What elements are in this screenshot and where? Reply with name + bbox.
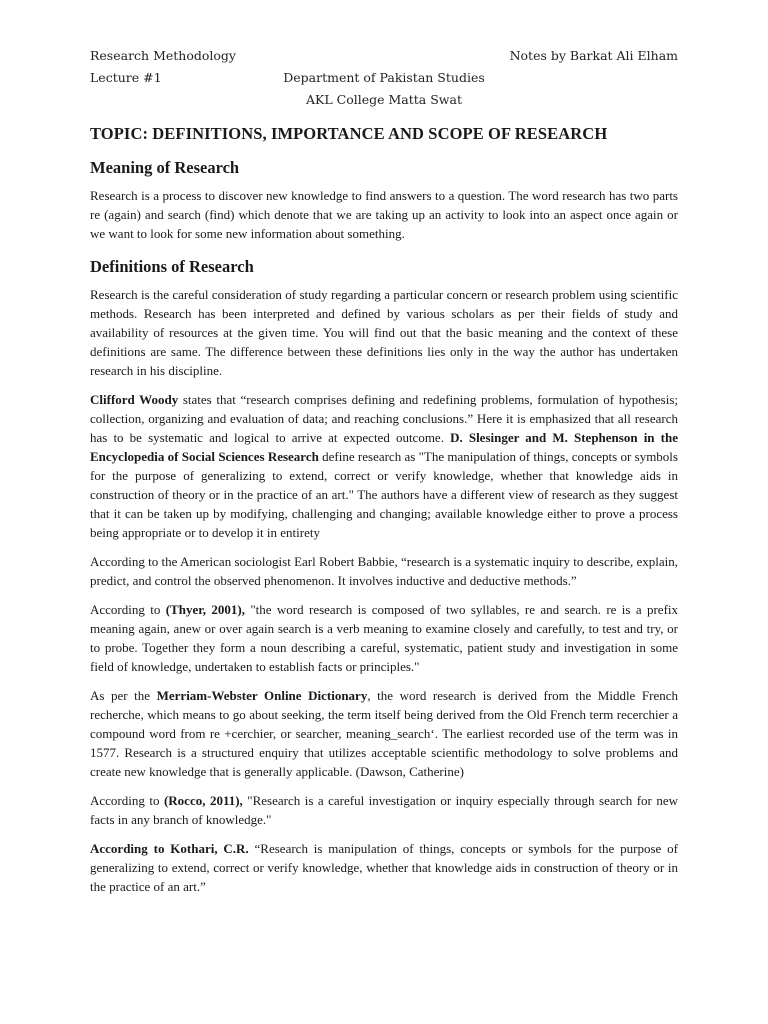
page-title: TOPIC: DEFINITIONS, IMPORTANCE AND SCOPE OF RESEARCH: [90, 124, 608, 143]
course-title: Research Methodology: [90, 48, 236, 63]
meaning-paragraph: Research is a process to discover new knowledge to find answers to a question. The word research has two parts re (again) and search (find) which denote that we are taking up an activity to look into an aspect once again or we want to look for some new information about something.: [90, 188, 678, 241]
babbie-paragraph: According to the American sociologist Earl Robert Babbie, “research is a systematic inquiry to describe, explain, predict, and control the observed phenomenon. It involves inductive and deductive methods.”: [90, 554, 678, 588]
meaning-heading: Meaning of Research: [90, 158, 240, 177]
thyer-prefix: According to: [90, 602, 166, 617]
kothari-text: “Research is manipulation of things, concepts or symbols for the purpose of generalizing to extend, correct or verify knowledge, whether that knowledge aids in construction of theory or in the practice of an art.”: [90, 841, 678, 894]
rocco-cite: (Rocco, 2011),: [163, 793, 243, 808]
definitions-intro-paragraph: Research is the careful consideration of study regarding a particular concern or research problem using scientific methods. Research has been interpreted and defined by various scholars as per their fields of study and availability of resources at the given time. You will find out that the basic meaning and the context of these definitions are same. The difference between these definitions lies only in the way the author has undertaken research in his discipline.: [90, 287, 678, 378]
header-row-1: [90, 48, 678, 70]
thyer-cite: (Thyer, 2001),: [165, 602, 245, 617]
merriam-paragraph: [90, 686, 678, 781]
header-row-3: [90, 92, 678, 114]
notes-author: Notes by Barkat Ali Elham: [509, 48, 678, 63]
document-page: [90, 48, 678, 906]
kothari-paragraph: [90, 839, 678, 896]
merriam-prefix: As per the: [90, 688, 157, 703]
rocco-paragraph: [90, 791, 678, 829]
merriam-text: , the word research is derived from the Middle French recherche, which means to go about seeking, the term itself being derived from the Old French term recerchier a compound word from re +cerchier, or searcher, meaning_search‘. The earliest recorded use of the term was in 1577. Research is a structured enquiry that utilizes acceptable scientific methodology to solve problems and create new knowledge that is generally applicable. (Dawson, Catherine): [90, 688, 678, 779]
slesinger-text: define research as "The manipulation of things, concepts or symbols for the purpose of generalizing to extend, correct or verify knowledge, whether that knowledge aids in construction of theory or in the practice of an art." The authors have a different view of research as they suggest that it can be taken up by modifying, challenging and changing; available knowledge either to prove a process being appropriate or to develop it in entirety: [90, 449, 678, 540]
definitions-heading: Definitions of Research: [90, 257, 254, 276]
department-name: Department of Pakistan Studies: [283, 70, 485, 85]
header-row-2: [90, 70, 678, 92]
slesinger-name: D. Slesinger and M. Stephenson in the Encyclopedia of Social Sciences Research: [90, 430, 678, 464]
rocco-prefix: According to: [90, 793, 164, 808]
merriam-cite: Merriam-Webster Online Dictionary: [156, 688, 368, 703]
kothari-cite: According to Kothari, C.R.: [90, 841, 249, 856]
woody-name: Clifford Woody: [90, 392, 179, 407]
college-name: AKL College Matta Swat: [306, 92, 462, 107]
woody-text: states that “research comprises defining and redefining problems, formulation of hypothesis; collection, organizing and evaluation of data; and reaching conclusions.” Here it is emphasized that all research has to be systematic and logical to arrive at expected outcome.: [90, 392, 678, 445]
lecture-number: Lecture #1: [90, 70, 162, 85]
thyer-paragraph: [90, 600, 678, 676]
woody-paragraph: [90, 390, 678, 542]
rocco-text: "Research is a careful investigation or inquiry especially through search for new facts in any branch of knowledge.": [90, 793, 679, 827]
thyer-text: "the word research is composed of two syllables, re and search. re is a prefix meaning again, anew or over again search is a verb meaning to examine closely and carefully, to test and try, or to probe. Together they form a noun describing a careful, systematic, patient study and investigation in some field of knowledge, undertaken to establish facts or principles.": [90, 602, 679, 674]
